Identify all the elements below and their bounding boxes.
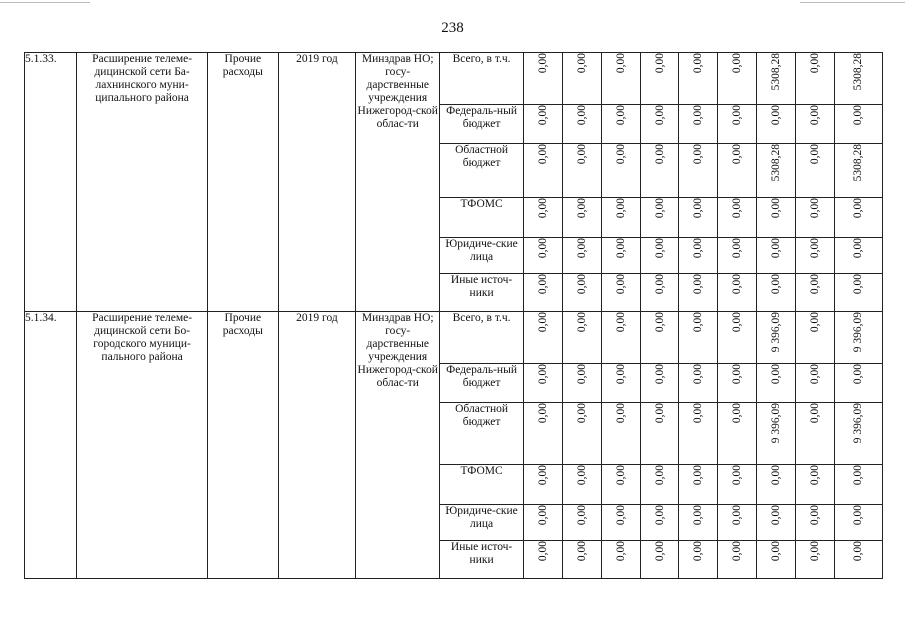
amount-cell [757,541,796,579]
amount-cell [834,274,882,312]
amount-value: 0,00 [614,105,627,126]
amount-cell [562,312,601,364]
amount-cell [718,105,757,144]
amount-value: 0,00 [692,312,705,333]
amount-cell [679,505,718,541]
amount-value: 9 396,09 [852,403,865,444]
amount-value: 0,00 [692,403,705,424]
amount-value: 0,00 [653,238,666,259]
amount-cell [601,364,640,403]
amount-value: 0,00 [731,144,744,165]
amount-cell [718,144,757,198]
amount-value: 0,00 [852,105,865,126]
amount-cell [601,403,640,465]
amount-cell [524,364,563,403]
amount-value: 0,00 [808,403,821,424]
amount-cell [562,105,601,144]
funding-source-label: Федераль-ный бюджет [440,105,524,144]
funding-source-label: Всего, в т.ч. [440,312,524,364]
amount-cell [679,541,718,579]
amount-cell [834,541,882,579]
amount-value: 0,00 [852,238,865,259]
amount-cell [562,364,601,403]
amount-cell [640,541,679,579]
amount-cell [562,274,601,312]
amount-cell [757,105,796,144]
amount-value: 0,00 [536,465,549,486]
amount-cell [796,238,835,274]
amount-cell [718,403,757,465]
funding-source-label: Юридиче-ские лица [440,238,524,274]
amount-cell [601,274,640,312]
amount-cell [834,465,882,505]
amount-value: 0,00 [808,465,821,486]
amount-cell [718,312,757,364]
amount-value: 0,00 [692,465,705,486]
amount-value: 0,00 [536,105,549,126]
amount-value: 0,00 [692,364,705,385]
amount-value: 0,00 [575,505,588,526]
amount-value: 0,00 [575,198,588,219]
amount-value: 0,00 [614,505,627,526]
amount-value: 0,00 [808,312,821,333]
amount-value: 0,00 [808,198,821,219]
budget-table-body [25,53,883,579]
amount-cell [834,403,882,465]
amount-cell [679,403,718,465]
expense-type: Прочие расходы [208,312,279,579]
page-number: 238 [441,20,464,36]
amount-cell [562,198,601,238]
amount-value: 0,00 [653,144,666,165]
amount-value: 0,00 [852,465,865,486]
amount-value: 0,00 [614,144,627,165]
amount-cell [524,144,563,198]
amount-value: 0,00 [692,541,705,562]
amount-cell [524,274,563,312]
amount-value: 0,00 [770,465,783,486]
amount-cell [524,198,563,238]
amount-cell [679,238,718,274]
amount-value: 0,00 [536,505,549,526]
amount-cell [834,238,882,274]
amount-cell [718,238,757,274]
amount-value: 0,00 [575,105,588,126]
amount-cell [679,312,718,364]
amount-value: 0,00 [653,312,666,333]
amount-value: 0,00 [653,403,666,424]
amount-value: 0,00 [808,53,821,74]
amount-cell [640,505,679,541]
amount-cell [757,465,796,505]
amount-value: 0,00 [614,364,627,385]
funding-source-label: Федераль-ный бюджет [440,364,524,403]
amount-value: 0,00 [575,238,588,259]
amount-value: 0,00 [614,541,627,562]
amount-value: 0,00 [692,144,705,165]
amount-cell [679,144,718,198]
amount-cell [834,53,882,105]
amount-cell [796,144,835,198]
top-rule-right [800,2,905,3]
amount-cell [679,105,718,144]
executor: Минздрав НО; госу-дарственные учреждения Нижегород-ской облас-ти [356,53,440,312]
amount-value: 0,00 [808,505,821,526]
amount-value: 0,00 [692,238,705,259]
amount-cell [640,105,679,144]
amount-value: 0,00 [536,238,549,259]
amount-cell [640,198,679,238]
amount-cell [562,465,601,505]
amount-cell [524,541,563,579]
amount-cell [796,312,835,364]
funding-source-label: Областной бюджет [440,403,524,465]
amount-value: 0,00 [692,505,705,526]
amount-value: 0,00 [692,274,705,295]
amount-cell [640,364,679,403]
amount-value: 9 396,09 [770,403,783,444]
amount-value: 0,00 [614,465,627,486]
amount-value: 0,00 [575,144,588,165]
amount-cell [601,465,640,505]
amount-cell [757,364,796,403]
amount-value: 0,00 [770,541,783,562]
amount-value: 0,00 [653,364,666,385]
amount-cell [640,53,679,105]
amount-value: 0,00 [808,274,821,295]
amount-value: 0,00 [653,505,666,526]
budget-table [24,52,883,579]
amount-value: 0,00 [770,238,783,259]
measure-name: Расширение телеме-дицинской сети Ба-лахнинского муни-ципального района [77,53,208,312]
amount-cell [796,198,835,238]
amount-value: 5308,28 [770,53,783,91]
amount-cell [524,238,563,274]
amount-cell [640,274,679,312]
amount-value: 5308,28 [770,144,783,182]
funding-source-label: Юридиче-ские лица [440,505,524,541]
amount-cell [796,505,835,541]
amount-cell [562,238,601,274]
amount-cell [834,105,882,144]
executor: Минздрав НО; госу-дарственные учреждения Нижегород-ской облас-ти [356,312,440,579]
amount-cell [524,465,563,505]
amount-cell [562,541,601,579]
amount-value: 0,00 [731,541,744,562]
amount-value: 5308,28 [852,53,865,91]
amount-cell [601,144,640,198]
measure-row [25,312,883,364]
amount-value: 0,00 [808,105,821,126]
amount-cell [640,465,679,505]
measure-number: 5.1.33. [25,53,77,312]
amount-cell [796,105,835,144]
amount-value: 0,00 [852,198,865,219]
amount-value: 0,00 [536,541,549,562]
amount-cell [834,144,882,198]
amount-cell [601,198,640,238]
amount-cell [834,312,882,364]
funding-source-label: Иные источ-ники [440,274,524,312]
amount-cell [640,144,679,198]
funding-source-label: Иные источ-ники [440,541,524,579]
amount-value: 0,00 [731,403,744,424]
amount-cell [796,364,835,403]
amount-value: 0,00 [852,541,865,562]
amount-value: 0,00 [731,465,744,486]
implementation-year: 2019 год [278,53,356,312]
amount-value: 9 396,09 [770,312,783,353]
amount-value: 0,00 [808,541,821,562]
amount-cell [757,505,796,541]
amount-cell [601,53,640,105]
amount-cell [679,364,718,403]
amount-value: 0,00 [731,274,744,295]
amount-value: 0,00 [731,105,744,126]
amount-value: 0,00 [614,274,627,295]
amount-value: 0,00 [536,198,549,219]
amount-cell [718,198,757,238]
funding-source-label: ТФОМС [440,198,524,238]
amount-cell [679,53,718,105]
amount-value: 0,00 [770,505,783,526]
amount-value: 0,00 [575,403,588,424]
amount-cell [796,403,835,465]
amount-value: 0,00 [770,198,783,219]
amount-cell [757,53,796,105]
amount-cell [718,53,757,105]
amount-cell [601,238,640,274]
amount-value: 0,00 [653,274,666,295]
amount-value: 0,00 [614,238,627,259]
amount-value: 0,00 [536,312,549,333]
amount-cell [834,505,882,541]
amount-value: 0,00 [731,312,744,333]
amount-value: 0,00 [692,53,705,74]
amount-cell [562,144,601,198]
funding-source-label: ТФОМС [440,465,524,505]
amount-cell [757,238,796,274]
amount-value: 0,00 [770,364,783,385]
amount-cell [524,403,563,465]
amount-cell [718,274,757,312]
amount-value: 0,00 [575,53,588,74]
measure-name: Расширение телеме-дицинской сети Бо-городского муници-пального района [77,312,208,579]
amount-cell [796,465,835,505]
amount-cell [757,312,796,364]
amount-cell [718,541,757,579]
amount-cell [524,505,563,541]
amount-value: 0,00 [575,465,588,486]
amount-cell [796,541,835,579]
amount-cell [601,105,640,144]
amount-cell [640,403,679,465]
amount-value: 0,00 [852,364,865,385]
amount-value: 0,00 [614,53,627,74]
amount-cell [640,238,679,274]
amount-value: 0,00 [575,312,588,333]
amount-value: 0,00 [731,238,744,259]
amount-value: 0,00 [614,198,627,219]
amount-cell [834,364,882,403]
amount-cell [524,312,563,364]
amount-value: 0,00 [536,53,549,74]
amount-value: 0,00 [808,238,821,259]
amount-value: 0,00 [852,505,865,526]
amount-value: 0,00 [536,274,549,295]
amount-cell [757,144,796,198]
amount-value: 0,00 [692,105,705,126]
measure-row [25,53,883,105]
amount-cell [796,53,835,105]
amount-cell [524,53,563,105]
amount-value: 0,00 [653,465,666,486]
amount-cell [718,364,757,403]
amount-value: 0,00 [536,144,549,165]
amount-value: 9 396,09 [852,312,865,353]
amount-value: 5308,28 [852,144,865,182]
amount-cell [640,312,679,364]
amount-cell [601,505,640,541]
amount-cell [757,274,796,312]
top-rule-left [0,2,90,3]
amount-cell [562,53,601,105]
amount-value: 0,00 [808,364,821,385]
amount-value: 0,00 [653,198,666,219]
amount-cell [601,312,640,364]
amount-value: 0,00 [575,364,588,385]
amount-cell [679,465,718,505]
measure-number: 5.1.34. [25,312,77,579]
funding-source-label: Всего, в т.ч. [440,53,524,105]
amount-value: 0,00 [731,53,744,74]
amount-cell [834,198,882,238]
amount-value: 0,00 [536,403,549,424]
funding-source-label: Областной бюджет [440,144,524,198]
amount-value: 0,00 [653,53,666,74]
amount-value: 0,00 [614,312,627,333]
amount-cell [601,541,640,579]
amount-cell [718,505,757,541]
amount-cell [679,274,718,312]
amount-value: 0,00 [731,505,744,526]
amount-value: 0,00 [575,541,588,562]
amount-value: 0,00 [614,403,627,424]
amount-cell [562,403,601,465]
amount-value: 0,00 [852,274,865,295]
amount-cell [562,505,601,541]
amount-cell [718,465,757,505]
amount-cell [679,198,718,238]
amount-value: 0,00 [536,364,549,385]
amount-value: 0,00 [653,541,666,562]
amount-value: 0,00 [692,198,705,219]
amount-value: 0,00 [653,105,666,126]
amount-cell [524,105,563,144]
amount-value: 0,00 [770,105,783,126]
amount-cell [757,403,796,465]
implementation-year: 2019 год [278,312,356,579]
amount-value: 0,00 [731,364,744,385]
amount-value: 0,00 [770,274,783,295]
amount-value: 0,00 [575,274,588,295]
amount-value: 0,00 [731,198,744,219]
amount-cell [796,274,835,312]
amount-value: 0,00 [808,144,821,165]
amount-cell [757,198,796,238]
expense-type: Прочие расходы [208,53,279,312]
